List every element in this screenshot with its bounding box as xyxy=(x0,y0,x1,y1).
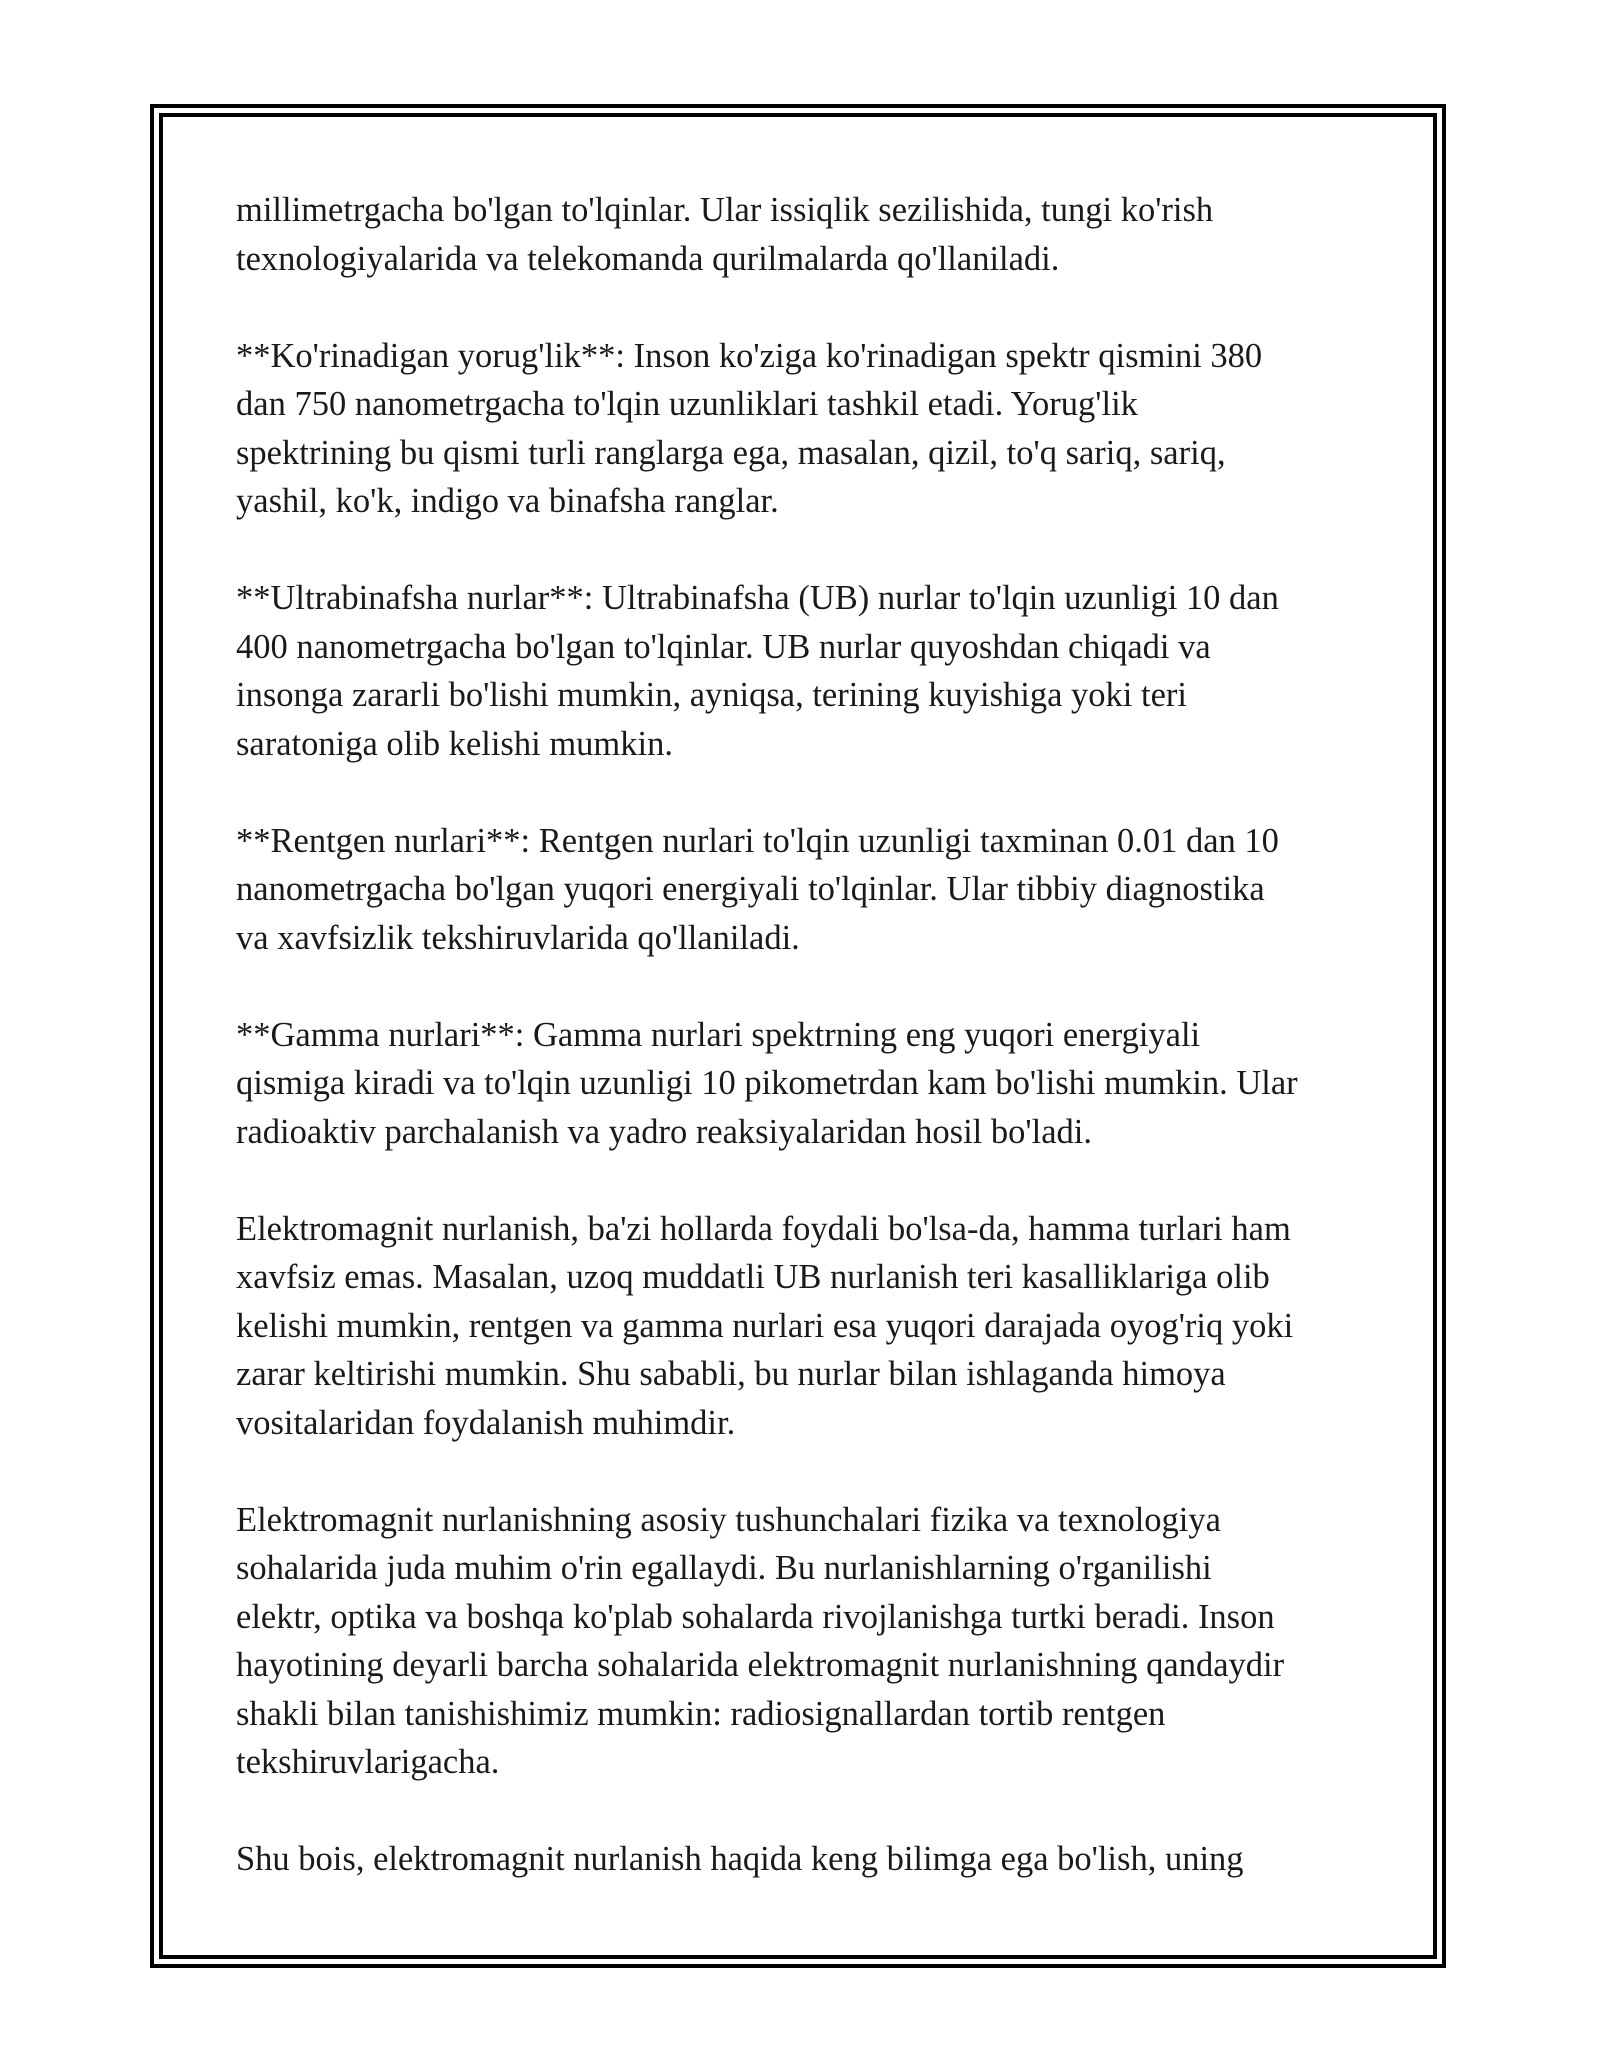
text-line: elektr, optika va boshqa ko'plab sohalarda rivojlanishga turtki beradi. Inson xyxy=(236,1597,1275,1636)
text-line: qismiga kiradi va to'lqin uzunligi 10 pikometrdan kam bo'lishi mumkin. Ular xyxy=(236,1064,1298,1102)
text-line: texnologiyalarida va telekomanda qurilmalarda qo'llaniladi. xyxy=(236,239,1060,278)
text-line: insonga zararli bo'lishi mumkin, ayniqsa, terining kuyishiga yoki teri xyxy=(236,676,1187,714)
text-line: sohalarida juda muhim o'rin egallaydi. Bu nurlanishlarning o'rganilishi xyxy=(236,1549,1212,1587)
paragraph-gap xyxy=(236,526,1376,575)
text-line: **Ultrabinafsha nurlar**: Ultrabinafsha (UB) nurlar to'lqin uzunligi 10 dan xyxy=(236,579,1279,617)
text-line: nanometrgacha bo'lgan yuqori energiyali to'lqinlar. Ular tibbiy diagnostika xyxy=(236,870,1265,908)
text-line: **Ko'rinadigan yorug'lik**: Inson ko'ziga ko'rinadigan spektr qismini 380 xyxy=(236,336,1263,375)
paragraph-gap xyxy=(236,283,1376,332)
paragraph xyxy=(236,574,1376,768)
text-line: spektrining bu qismi turli ranglarga ega, masalan, qizil, to'q sariq, sariq, xyxy=(236,433,1226,472)
paragraph-gap xyxy=(236,1447,1376,1496)
paragraph xyxy=(236,332,1376,526)
text-line: Elektromagnit nurlanish, ba'zi hollarda foydali bo'lsa-da, hamma turlari ham xyxy=(236,1209,1291,1248)
text-line: hayotining deyarli barcha sohalarida elektromagnit nurlanishning qandaydir xyxy=(236,1646,1285,1684)
text-line: vositalaridan foydalanish muhimdir. xyxy=(236,1403,736,1442)
text-line: saratoniga olib kelishi mumkin. xyxy=(236,724,673,763)
text-line: **Gamma nurlari**: Gamma nurlari spektrning eng yuqori energiyali xyxy=(236,1015,1201,1054)
paragraph-gap xyxy=(236,1787,1376,1836)
text-line: **Rentgen nurlari**: Rentgen nurlari to'lqin uzunligi taxminan 0.01 dan 10 xyxy=(236,821,1279,860)
paragraph xyxy=(236,1835,1376,1884)
text-line: 400 nanometrgacha bo'lgan to'lqinlar. UB nurlar quyoshdan chiqadi va xyxy=(236,627,1211,666)
text-line: tekshiruvlarigacha. xyxy=(236,1743,500,1781)
paragraph-gap xyxy=(236,1156,1376,1205)
paragraph xyxy=(236,186,1376,283)
paragraph xyxy=(236,1011,1376,1157)
text-line: yashil, ko'k, indigo va binafsha ranglar. xyxy=(236,482,779,520)
paragraph xyxy=(236,1205,1376,1448)
text-line: millimetrgacha bo'lgan to'lqinlar. Ular issiqlik sezilishida, tungi ko'rish xyxy=(236,191,1214,229)
paragraph xyxy=(236,817,1376,963)
document-body xyxy=(236,186,1376,1884)
text-line: dan 750 nanometrgacha to'lqin uzunliklari tashkil etadi. Yorug'lik xyxy=(236,385,1138,423)
text-line: zarar keltirishi mumkin. Shu sababli, bu nurlar bilan ishlaganda himoya xyxy=(236,1355,1226,1393)
paragraph-gap xyxy=(236,962,1376,1011)
text-line: kelishi mumkin, rentgen va gamma nurlari esa yuqori darajada oyog'riq yoki xyxy=(236,1306,1294,1345)
paragraph xyxy=(236,1496,1376,1787)
text-line: Shu bois, elektromagnit nurlanish haqida keng bilimga ega bo'lish, uning xyxy=(236,1840,1244,1878)
text-line: Elektromagnit nurlanishning asosiy tushunchalari fizika va texnologiya xyxy=(236,1500,1221,1539)
text-line: va xavfsizlik tekshiruvlarida qo'llaniladi. xyxy=(236,918,800,957)
text-line: shakli bilan tanishishimiz mumkin: radiosignallardan tortib rentgen xyxy=(236,1694,1166,1733)
text-line: radioaktiv parchalanish va yadro reaksiyalaridan hosil bo'ladi. xyxy=(236,1112,1092,1151)
text-line: xavfsiz emas. Masalan, uzoq muddatli UB nurlanish teri kasalliklariga olib xyxy=(236,1258,1270,1296)
paragraph-gap xyxy=(236,768,1376,817)
